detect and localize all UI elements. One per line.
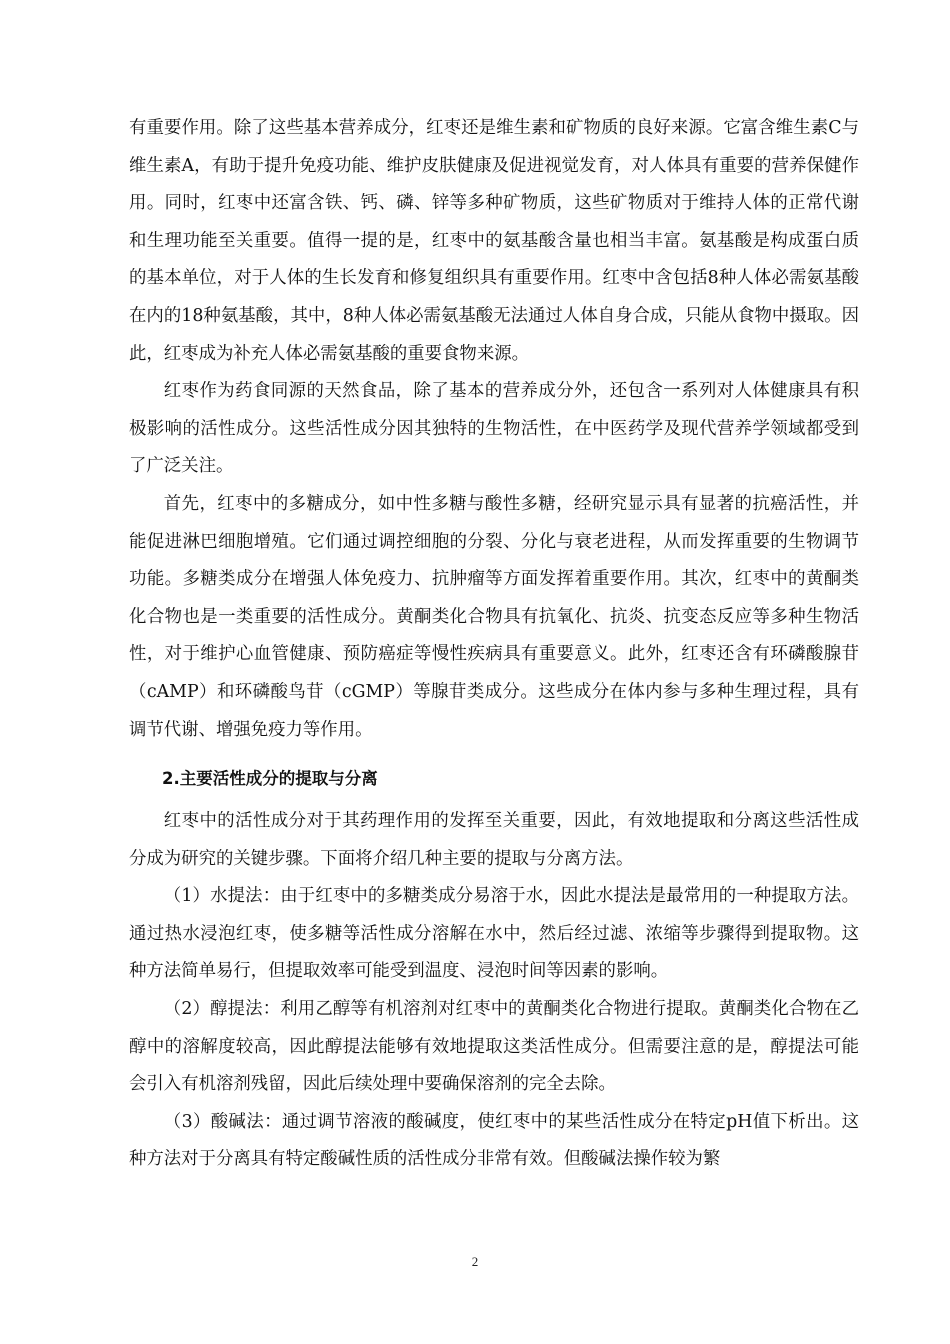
page-number: 2 (471, 1254, 479, 1269)
paragraph-active-components-intro: 红枣作为药食同源的天然食品，除了基本的营养成分外，还包含一系列对人体健康具有积极影响的活性成分。这些活性成分因其独特的生物活性，在中医药学及现代营养学领域都受到了广泛关注。 (129, 381, 859, 477)
paragraph-extraction-intro: 红枣中的活性成分对于其药理作用的发挥至关重要，因此，有效地提取和分离这些活性成分成为研究的关键步骤。下面将介绍几种主要的提取与分离方法。 (129, 811, 859, 869)
document-body (129, 110, 859, 1179)
paragraph-alcohol-extraction: （2）醇提法：利用乙醇等有机溶剂对红枣中的黄酮类化合物进行提取。黄酮类化合物在乙醇中的溶解度较高，因此醇提法能够有效地提取这类活性成分。但需要注意的是，醇提法可能会引入有机溶剂残留，因此后续处理中要确保溶剂的完全去除。 (129, 999, 859, 1095)
paragraph-water-extraction: （1）水提法：由于红枣中的多糖类成分易溶于水，因此水提法是最常用的一种提取方法。通过热水浸泡红枣，使多糖等活性成分溶解在水中，然后经过滤、浓缩等步骤得到提取物。这种方法简单易行，但提取效率可能受到温度、浸泡时间等因素的影响。 (129, 886, 859, 982)
paragraph-polysaccharides-flavonoids: 首先，红枣中的多糖成分，如中性多糖与酸性多糖，经研究显示具有显著的抗癌活性，并能促进淋巴细胞增殖。它们通过调控细胞的分裂、分化与衰老进程，从而发挥重要的生物调节功能。多糖类成分在增强人体免疫力、抗肿瘤等方面发挥着重要作用。其次，红枣中的黄酮类化合物也是一类重要的活性成分。黄酮类化合物具有抗氧化、抗炎、抗变态反应等多种生物活性，对于维护心血管健康、预防癌症等慢性疾病具有重要意义。此外，红枣还含有环磷酸腺苷（cAMP）和环磷酸鸟苷（cGMP）等腺苷类成分。这些成分在体内参与多种生理过程，具有调节代谢、增强免疫力等作用。 (129, 493, 859, 740)
paragraph-vitamins-minerals-amino-acids: 有重要作用。除了这些基本营养成分，红枣还是维生素和矿物质的良好来源。它富含维生素C与维生素A，有助于提升免疫功能、维护皮肤健康及促进视觉发育，对人体具有重要的营养保健作用。同时，红枣中还富含铁、钙、磷、锌等多种矿物质，这些矿物质对于维持人体的正常代谢和生理功能至关重要。值得一提的是，红枣中的氨基酸含量也相当丰富。氨基酸是构成蛋白质的基本单位，对于人体的生长发育和修复组织具有重要作用。红枣中含包括8种人体必需氨基酸在内的18种氨基酸，其中，8种人体必需氨基酸无法通过人体自身合成，只能从食物中摄取。因此，红枣成为补充人体必需氨基酸的重要食物来源。 (129, 118, 859, 364)
section-heading-extraction-separation: 2.主要活性成分的提取与分离 (162, 769, 378, 789)
paragraph-acid-base-method: （3）酸碱法：通过调节溶液的酸碱度，使红枣中的某些活性成分在特定pH值下析出。这种方法对于分离具有特定酸碱性质的活性成分非常有效。但酸碱法操作较为繁 (129, 1111, 859, 1170)
